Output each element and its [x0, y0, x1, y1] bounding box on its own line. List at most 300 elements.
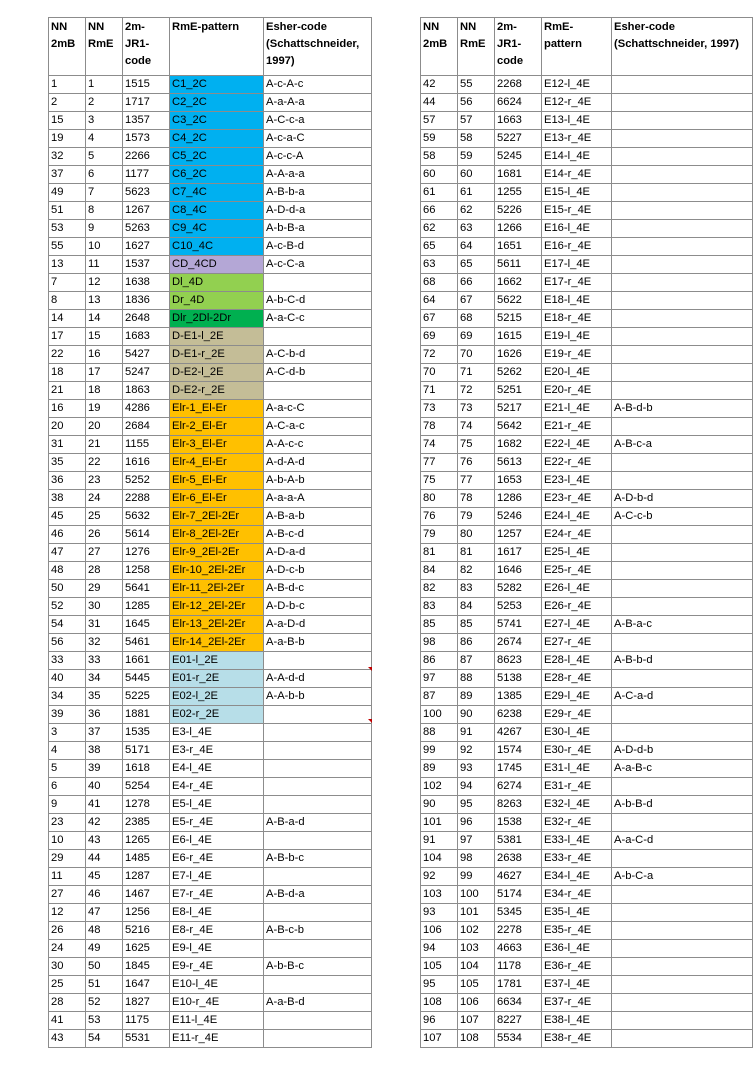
cell-2m-jr1-code[interactable]: 5226 — [495, 202, 542, 220]
cell-rme-pattern[interactable]: E24-l_4E — [542, 508, 612, 526]
cell-esher-code[interactable] — [612, 148, 753, 166]
cell-nn-2mb[interactable]: 85 — [421, 616, 458, 634]
cell-nn-2mb[interactable]: 92 — [421, 868, 458, 886]
cell-esher-code[interactable] — [264, 976, 372, 994]
cell-esher-code[interactable] — [612, 634, 753, 652]
cell-esher-code[interactable] — [612, 130, 753, 148]
cell-nn-rme[interactable]: 72 — [458, 382, 495, 400]
cell-esher-code[interactable] — [612, 364, 753, 382]
cell-2m-jr1-code[interactable]: 6624 — [495, 94, 542, 112]
cell-nn-rme[interactable]: 107 — [458, 1012, 495, 1030]
cell-nn-2mb[interactable]: 43 — [49, 1030, 86, 1048]
cell-2m-jr1-code[interactable]: 5216 — [123, 922, 170, 940]
cell-nn-2mb[interactable]: 73 — [421, 400, 458, 418]
cell-esher-code[interactable] — [612, 922, 753, 940]
cell-nn-rme[interactable]: 16 — [86, 346, 123, 364]
cell-rme-pattern[interactable]: D-E1-l_2E — [170, 328, 264, 346]
cell-esher-code[interactable] — [612, 202, 753, 220]
cell-rme-pattern[interactable]: E3-l_4E — [170, 724, 264, 742]
cell-nn-2mb[interactable]: 55 — [49, 238, 86, 256]
cell-rme-pattern[interactable]: E10-l_4E — [170, 976, 264, 994]
cell-2m-jr1-code[interactable]: 5138 — [495, 670, 542, 688]
cell-esher-code[interactable] — [264, 904, 372, 922]
cell-2m-jr1-code[interactable]: 1267 — [123, 202, 170, 220]
cell-nn-2mb[interactable]: 21 — [49, 382, 86, 400]
cell-nn-2mb[interactable]: 61 — [421, 184, 458, 202]
cell-nn-2mb[interactable]: 108 — [421, 994, 458, 1012]
cell-esher-code[interactable]: A-B-a-b — [264, 508, 372, 526]
cell-rme-pattern[interactable]: E02-l_2E — [170, 688, 264, 706]
cell-rme-pattern[interactable]: E6-l_4E — [170, 832, 264, 850]
cell-nn-rme[interactable]: 28 — [86, 562, 123, 580]
cell-esher-code[interactable] — [612, 472, 753, 490]
cell-nn-2mb[interactable]: 24 — [49, 940, 86, 958]
cell-esher-code[interactable] — [264, 652, 372, 670]
cell-nn-rme[interactable]: 47 — [86, 904, 123, 922]
cell-2m-jr1-code[interactable]: 1285 — [123, 598, 170, 616]
cell-nn-rme[interactable]: 46 — [86, 886, 123, 904]
cell-esher-code[interactable]: A-D-b-c — [264, 598, 372, 616]
cell-nn-rme[interactable]: 4 — [86, 130, 123, 148]
cell-rme-pattern[interactable]: E28-r_4E — [542, 670, 612, 688]
cell-nn-rme[interactable]: 43 — [86, 832, 123, 850]
cell-nn-rme[interactable]: 80 — [458, 526, 495, 544]
cell-esher-code[interactable] — [612, 904, 753, 922]
cell-esher-code[interactable]: A-a-B-c — [612, 760, 753, 778]
cell-rme-pattern[interactable]: E26-r_4E — [542, 598, 612, 616]
cell-nn-2mb[interactable]: 5 — [49, 760, 86, 778]
cell-esher-code[interactable]: A-a-B-d — [264, 994, 372, 1012]
cell-nn-rme[interactable]: 6 — [86, 166, 123, 184]
cell-esher-code[interactable] — [612, 814, 753, 832]
cell-rme-pattern[interactable]: E9-l_4E — [170, 940, 264, 958]
cell-esher-code[interactable]: A-a-D-d — [264, 616, 372, 634]
cell-esher-code[interactable]: A-a-c-C — [264, 400, 372, 418]
cell-2m-jr1-code[interactable]: 5461 — [123, 634, 170, 652]
cell-nn-rme[interactable]: 56 — [458, 94, 495, 112]
cell-esher-code[interactable] — [264, 706, 372, 724]
cell-nn-2mb[interactable]: 11 — [49, 868, 86, 886]
cell-nn-2mb[interactable]: 74 — [421, 436, 458, 454]
cell-rme-pattern[interactable]: Elr-6_El-Er — [170, 490, 264, 508]
cell-nn-rme[interactable]: 45 — [86, 868, 123, 886]
cell-2m-jr1-code[interactable]: 1717 — [123, 94, 170, 112]
cell-nn-2mb[interactable]: 60 — [421, 166, 458, 184]
cell-2m-jr1-code[interactable]: 8623 — [495, 652, 542, 670]
cell-nn-rme[interactable]: 58 — [458, 130, 495, 148]
cell-rme-pattern[interactable]: E31-r_4E — [542, 778, 612, 796]
cell-esher-code[interactable] — [612, 184, 753, 202]
cell-2m-jr1-code[interactable]: 5225 — [123, 688, 170, 706]
cell-rme-pattern[interactable]: E32-r_4E — [542, 814, 612, 832]
cell-nn-2mb[interactable]: 64 — [421, 292, 458, 310]
cell-rme-pattern[interactable]: E35-r_4E — [542, 922, 612, 940]
cell-nn-2mb[interactable]: 18 — [49, 364, 86, 382]
cell-2m-jr1-code[interactable]: 5227 — [495, 130, 542, 148]
cell-esher-code[interactable]: A-C-a-d — [612, 688, 753, 706]
cell-nn-rme[interactable]: 5 — [86, 148, 123, 166]
cell-nn-2mb[interactable]: 86 — [421, 652, 458, 670]
cell-2m-jr1-code[interactable]: 1467 — [123, 886, 170, 904]
cell-2m-jr1-code[interactable]: 5254 — [123, 778, 170, 796]
cell-esher-code[interactable] — [612, 940, 753, 958]
cell-nn-2mb[interactable]: 107 — [421, 1030, 458, 1048]
cell-nn-rme[interactable]: 13 — [86, 292, 123, 310]
cell-esher-code[interactable]: A-B-d-a — [264, 886, 372, 904]
cell-nn-2mb[interactable]: 75 — [421, 472, 458, 490]
cell-2m-jr1-code[interactable]: 5381 — [495, 832, 542, 850]
cell-esher-code[interactable] — [612, 580, 753, 598]
cell-esher-code[interactable] — [264, 724, 372, 742]
cell-rme-pattern[interactable]: E15-l_4E — [542, 184, 612, 202]
cell-nn-2mb[interactable]: 16 — [49, 400, 86, 418]
cell-rme-pattern[interactable]: E29-r_4E — [542, 706, 612, 724]
cell-2m-jr1-code[interactable]: 1357 — [123, 112, 170, 130]
cell-2m-jr1-code[interactable]: 1863 — [123, 382, 170, 400]
cell-esher-code[interactable] — [264, 274, 372, 292]
cell-nn-rme[interactable]: 19 — [86, 400, 123, 418]
cell-nn-rme[interactable]: 100 — [458, 886, 495, 904]
cell-rme-pattern[interactable]: E5-l_4E — [170, 796, 264, 814]
cell-rme-pattern[interactable]: E16-r_4E — [542, 238, 612, 256]
cell-nn-2mb[interactable]: 45 — [49, 508, 86, 526]
cell-esher-code[interactable]: A-C-b-d — [264, 346, 372, 364]
cell-esher-code[interactable]: A-B-a-d — [264, 814, 372, 832]
cell-nn-rme[interactable]: 50 — [86, 958, 123, 976]
cell-rme-pattern[interactable]: E19-r_4E — [542, 346, 612, 364]
cell-esher-code[interactable] — [612, 76, 753, 94]
cell-nn-2mb[interactable]: 90 — [421, 796, 458, 814]
cell-nn-rme[interactable]: 106 — [458, 994, 495, 1012]
cell-rme-pattern[interactable]: E9-r_4E — [170, 958, 264, 976]
cell-nn-rme[interactable]: 48 — [86, 922, 123, 940]
cell-nn-rme[interactable]: 15 — [86, 328, 123, 346]
cell-rme-pattern[interactable]: E17-r_4E — [542, 274, 612, 292]
cell-rme-pattern[interactable]: Elr-7_2El-2Er — [170, 508, 264, 526]
cell-esher-code[interactable]: A-c-c-A — [264, 148, 372, 166]
cell-nn-2mb[interactable]: 93 — [421, 904, 458, 922]
cell-rme-pattern[interactable]: Dlr_2Dl-2Dr — [170, 310, 264, 328]
cell-2m-jr1-code[interactable]: 5215 — [495, 310, 542, 328]
cell-nn-2mb[interactable]: 50 — [49, 580, 86, 598]
cell-nn-rme[interactable]: 38 — [86, 742, 123, 760]
cell-rme-pattern[interactable]: Elr-2_El-Er — [170, 418, 264, 436]
cell-rme-pattern[interactable]: E8-l_4E — [170, 904, 264, 922]
cell-nn-rme[interactable]: 81 — [458, 544, 495, 562]
cell-nn-2mb[interactable]: 53 — [49, 220, 86, 238]
cell-rme-pattern[interactable]: C8_4C — [170, 202, 264, 220]
cell-esher-code[interactable]: A-C-d-b — [264, 364, 372, 382]
cell-esher-code[interactable] — [612, 526, 753, 544]
cell-esher-code[interactable] — [612, 958, 753, 976]
cell-2m-jr1-code[interactable]: 4627 — [495, 868, 542, 886]
cell-nn-2mb[interactable]: 96 — [421, 1012, 458, 1030]
cell-nn-rme[interactable]: 99 — [458, 868, 495, 886]
cell-nn-rme[interactable]: 68 — [458, 310, 495, 328]
cell-nn-rme[interactable]: 92 — [458, 742, 495, 760]
cell-2m-jr1-code[interactable]: 1881 — [123, 706, 170, 724]
cell-nn-rme[interactable]: 8 — [86, 202, 123, 220]
cell-2m-jr1-code[interactable]: 1175 — [123, 1012, 170, 1030]
cell-esher-code[interactable] — [612, 166, 753, 184]
cell-2m-jr1-code[interactable]: 1662 — [495, 274, 542, 292]
cell-nn-2mb[interactable]: 8 — [49, 292, 86, 310]
cell-2m-jr1-code[interactable]: 1574 — [495, 742, 542, 760]
cell-nn-2mb[interactable]: 101 — [421, 814, 458, 832]
cell-esher-code[interactable]: A-a-a-A — [264, 490, 372, 508]
cell-nn-2mb[interactable]: 68 — [421, 274, 458, 292]
cell-esher-code[interactable] — [612, 310, 753, 328]
cell-nn-2mb[interactable]: 81 — [421, 544, 458, 562]
cell-nn-2mb[interactable]: 36 — [49, 472, 86, 490]
cell-2m-jr1-code[interactable]: 5741 — [495, 616, 542, 634]
cell-rme-pattern[interactable]: E28-l_4E — [542, 652, 612, 670]
header-rme-pattern[interactable]: RmE-pattern — [542, 18, 612, 76]
cell-nn-rme[interactable]: 24 — [86, 490, 123, 508]
cell-esher-code[interactable] — [612, 274, 753, 292]
cell-nn-rme[interactable]: 1 — [86, 76, 123, 94]
cell-esher-code[interactable] — [612, 886, 753, 904]
cell-esher-code[interactable] — [612, 382, 753, 400]
cell-2m-jr1-code[interactable]: 1278 — [123, 796, 170, 814]
cell-rme-pattern[interactable]: E13-l_4E — [542, 112, 612, 130]
cell-nn-2mb[interactable]: 56 — [49, 634, 86, 652]
cell-nn-rme[interactable]: 67 — [458, 292, 495, 310]
cell-nn-rme[interactable]: 86 — [458, 634, 495, 652]
cell-nn-2mb[interactable]: 79 — [421, 526, 458, 544]
cell-nn-rme[interactable]: 60 — [458, 166, 495, 184]
cell-esher-code[interactable] — [612, 94, 753, 112]
cell-nn-2mb[interactable]: 78 — [421, 418, 458, 436]
cell-nn-2mb[interactable]: 88 — [421, 724, 458, 742]
cell-esher-code[interactable]: A-B-d-b — [612, 400, 753, 418]
cell-esher-code[interactable] — [612, 238, 753, 256]
cell-rme-pattern[interactable]: E01-l_2E — [170, 652, 264, 670]
cell-rme-pattern[interactable]: E36-r_4E — [542, 958, 612, 976]
cell-2m-jr1-code[interactable]: 1385 — [495, 688, 542, 706]
cell-rme-pattern[interactable]: E4-r_4E — [170, 778, 264, 796]
cell-2m-jr1-code[interactable]: 1178 — [495, 958, 542, 976]
cell-2m-jr1-code[interactable]: 2638 — [495, 850, 542, 868]
cell-nn-2mb[interactable]: 99 — [421, 742, 458, 760]
cell-2m-jr1-code[interactable]: 1538 — [495, 814, 542, 832]
cell-nn-2mb[interactable]: 39 — [49, 706, 86, 724]
cell-nn-rme[interactable]: 40 — [86, 778, 123, 796]
cell-2m-jr1-code[interactable]: 5246 — [495, 508, 542, 526]
cell-nn-rme[interactable]: 69 — [458, 328, 495, 346]
cell-nn-rme[interactable]: 79 — [458, 508, 495, 526]
cell-nn-2mb[interactable]: 106 — [421, 922, 458, 940]
cell-rme-pattern[interactable]: E11-l_4E — [170, 1012, 264, 1030]
cell-2m-jr1-code[interactable]: 5613 — [495, 454, 542, 472]
cell-rme-pattern[interactable]: E5-r_4E — [170, 814, 264, 832]
cell-2m-jr1-code[interactable]: 5253 — [495, 598, 542, 616]
cell-rme-pattern[interactable]: E6-r_4E — [170, 850, 264, 868]
cell-esher-code[interactable] — [612, 706, 753, 724]
header-esher-code[interactable]: Esher-code (Schattschneider, 1997) — [612, 18, 753, 76]
cell-nn-2mb[interactable]: 72 — [421, 346, 458, 364]
cell-nn-2mb[interactable]: 49 — [49, 184, 86, 202]
cell-rme-pattern[interactable]: E11-r_4E — [170, 1030, 264, 1048]
cell-rme-pattern[interactable]: E27-r_4E — [542, 634, 612, 652]
cell-rme-pattern[interactable]: E25-r_4E — [542, 562, 612, 580]
cell-rme-pattern[interactable]: E4-l_4E — [170, 760, 264, 778]
cell-rme-pattern[interactable]: Dr_4D — [170, 292, 264, 310]
cell-2m-jr1-code[interactable]: 1638 — [123, 274, 170, 292]
cell-esher-code[interactable]: A-D-a-d — [264, 544, 372, 562]
cell-2m-jr1-code[interactable]: 1827 — [123, 994, 170, 1012]
cell-2m-jr1-code[interactable]: 1177 — [123, 166, 170, 184]
cell-2m-jr1-code[interactable]: 1683 — [123, 328, 170, 346]
cell-nn-rme[interactable]: 108 — [458, 1030, 495, 1048]
cell-rme-pattern[interactable]: Elr-3_El-Er — [170, 436, 264, 454]
cell-2m-jr1-code[interactable]: 5427 — [123, 346, 170, 364]
cell-rme-pattern[interactable]: C2_2C — [170, 94, 264, 112]
cell-esher-code[interactable]: A-C-a-c — [264, 418, 372, 436]
cell-2m-jr1-code[interactable]: 2268 — [495, 76, 542, 94]
cell-2m-jr1-code[interactable]: 1615 — [495, 328, 542, 346]
cell-rme-pattern[interactable]: E7-l_4E — [170, 868, 264, 886]
cell-esher-code[interactable]: A-D-d-b — [612, 742, 753, 760]
cell-esher-code[interactable]: A-c-B-d — [264, 238, 372, 256]
cell-nn-2mb[interactable]: 34 — [49, 688, 86, 706]
cell-2m-jr1-code[interactable]: 1617 — [495, 544, 542, 562]
cell-nn-rme[interactable]: 88 — [458, 670, 495, 688]
cell-rme-pattern[interactable]: D-E1-r_2E — [170, 346, 264, 364]
cell-rme-pattern[interactable]: D-E2-r_2E — [170, 382, 264, 400]
cell-nn-2mb[interactable]: 9 — [49, 796, 86, 814]
header-2m-jr1-code[interactable]: 2m-JR1-code — [123, 18, 170, 76]
cell-esher-code[interactable] — [612, 850, 753, 868]
cell-nn-rme[interactable]: 53 — [86, 1012, 123, 1030]
cell-esher-code[interactable]: A-A-b-b — [264, 688, 372, 706]
cell-2m-jr1-code[interactable]: 1845 — [123, 958, 170, 976]
cell-esher-code[interactable] — [612, 1012, 753, 1030]
cell-nn-2mb[interactable]: 2 — [49, 94, 86, 112]
cell-nn-rme[interactable]: 59 — [458, 148, 495, 166]
cell-nn-rme[interactable]: 87 — [458, 652, 495, 670]
cell-nn-2mb[interactable]: 97 — [421, 670, 458, 688]
cell-nn-2mb[interactable]: 38 — [49, 490, 86, 508]
cell-rme-pattern[interactable]: E17-l_4E — [542, 256, 612, 274]
cell-rme-pattern[interactable]: E26-l_4E — [542, 580, 612, 598]
cell-esher-code[interactable]: A-b-B-d — [612, 796, 753, 814]
cell-2m-jr1-code[interactable]: 5174 — [495, 886, 542, 904]
cell-rme-pattern[interactable]: E10-r_4E — [170, 994, 264, 1012]
cell-2m-jr1-code[interactable]: 5611 — [495, 256, 542, 274]
cell-esher-code[interactable] — [264, 382, 372, 400]
cell-rme-pattern[interactable]: C9_4C — [170, 220, 264, 238]
cell-nn-rme[interactable]: 18 — [86, 382, 123, 400]
cell-2m-jr1-code[interactable]: 1255 — [495, 184, 542, 202]
cell-esher-code[interactable] — [612, 292, 753, 310]
cell-nn-rme[interactable]: 34 — [86, 670, 123, 688]
cell-2m-jr1-code[interactable]: 4663 — [495, 940, 542, 958]
cell-2m-jr1-code[interactable]: 1836 — [123, 292, 170, 310]
cell-rme-pattern[interactable]: Elr-5_El-Er — [170, 472, 264, 490]
cell-rme-pattern[interactable]: Elr-8_2El-2Er — [170, 526, 264, 544]
cell-nn-rme[interactable]: 82 — [458, 562, 495, 580]
cell-rme-pattern[interactable]: Elr-13_2El-2Er — [170, 616, 264, 634]
cell-esher-code[interactable]: A-B-c-b — [264, 922, 372, 940]
cell-nn-rme[interactable]: 41 — [86, 796, 123, 814]
header-nn-2mb[interactable]: NN 2mB — [421, 18, 458, 76]
cell-nn-2mb[interactable]: 76 — [421, 508, 458, 526]
cell-2m-jr1-code[interactable]: 2278 — [495, 922, 542, 940]
cell-2m-jr1-code[interactable]: 1616 — [123, 454, 170, 472]
cell-rme-pattern[interactable]: E18-r_4E — [542, 310, 612, 328]
cell-nn-rme[interactable]: 105 — [458, 976, 495, 994]
cell-nn-rme[interactable]: 91 — [458, 724, 495, 742]
cell-nn-2mb[interactable]: 80 — [421, 490, 458, 508]
cell-nn-rme[interactable]: 32 — [86, 634, 123, 652]
cell-rme-pattern[interactable]: E35-l_4E — [542, 904, 612, 922]
cell-nn-2mb[interactable]: 104 — [421, 850, 458, 868]
cell-2m-jr1-code[interactable]: 5252 — [123, 472, 170, 490]
cell-nn-rme[interactable]: 52 — [86, 994, 123, 1012]
cell-nn-2mb[interactable]: 54 — [49, 616, 86, 634]
cell-nn-2mb[interactable]: 71 — [421, 382, 458, 400]
cell-nn-2mb[interactable]: 44 — [421, 94, 458, 112]
cell-esher-code[interactable]: A-B-c-d — [264, 526, 372, 544]
cell-rme-pattern[interactable]: E32-l_4E — [542, 796, 612, 814]
cell-esher-code[interactable] — [264, 760, 372, 778]
cell-nn-2mb[interactable]: 69 — [421, 328, 458, 346]
cell-nn-rme[interactable]: 20 — [86, 418, 123, 436]
cell-nn-rme[interactable]: 7 — [86, 184, 123, 202]
cell-nn-rme[interactable]: 64 — [458, 238, 495, 256]
cell-nn-rme[interactable]: 57 — [458, 112, 495, 130]
cell-rme-pattern[interactable]: E14-r_4E — [542, 166, 612, 184]
cell-nn-rme[interactable]: 90 — [458, 706, 495, 724]
cell-rme-pattern[interactable]: E24-r_4E — [542, 526, 612, 544]
cell-esher-code[interactable] — [612, 544, 753, 562]
cell-2m-jr1-code[interactable]: 5262 — [495, 364, 542, 382]
cell-2m-jr1-code[interactable]: 2266 — [123, 148, 170, 166]
cell-nn-rme[interactable]: 51 — [86, 976, 123, 994]
cell-nn-2mb[interactable]: 52 — [49, 598, 86, 616]
cell-nn-2mb[interactable]: 48 — [49, 562, 86, 580]
cell-2m-jr1-code[interactable]: 6634 — [495, 994, 542, 1012]
cell-2m-jr1-code[interactable]: 1535 — [123, 724, 170, 742]
cell-rme-pattern[interactable]: E30-l_4E — [542, 724, 612, 742]
header-2m-jr1-code[interactable]: 2m-JR1-code — [495, 18, 542, 76]
cell-rme-pattern[interactable]: Elr-9_2El-2Er — [170, 544, 264, 562]
cell-nn-rme[interactable]: 61 — [458, 184, 495, 202]
cell-nn-rme[interactable]: 36 — [86, 706, 123, 724]
cell-nn-rme[interactable]: 31 — [86, 616, 123, 634]
cell-nn-rme[interactable]: 11 — [86, 256, 123, 274]
cell-nn-2mb[interactable]: 98 — [421, 634, 458, 652]
cell-nn-rme[interactable]: 22 — [86, 454, 123, 472]
cell-nn-2mb[interactable]: 13 — [49, 256, 86, 274]
cell-esher-code[interactable]: A-A-d-d — [264, 670, 372, 688]
cell-2m-jr1-code[interactable]: 1256 — [123, 904, 170, 922]
cell-rme-pattern[interactable]: E22-l_4E — [542, 436, 612, 454]
cell-nn-rme[interactable]: 23 — [86, 472, 123, 490]
cell-esher-code[interactable]: A-A-a-a — [264, 166, 372, 184]
cell-2m-jr1-code[interactable]: 8227 — [495, 1012, 542, 1030]
cell-nn-rme[interactable]: 78 — [458, 490, 495, 508]
cell-nn-2mb[interactable]: 84 — [421, 562, 458, 580]
cell-2m-jr1-code[interactable]: 2385 — [123, 814, 170, 832]
cell-nn-2mb[interactable]: 70 — [421, 364, 458, 382]
cell-nn-rme[interactable]: 3 — [86, 112, 123, 130]
cell-2m-jr1-code[interactable]: 5622 — [495, 292, 542, 310]
cell-nn-2mb[interactable]: 82 — [421, 580, 458, 598]
cell-nn-rme[interactable]: 94 — [458, 778, 495, 796]
cell-nn-2mb[interactable]: 26 — [49, 922, 86, 940]
